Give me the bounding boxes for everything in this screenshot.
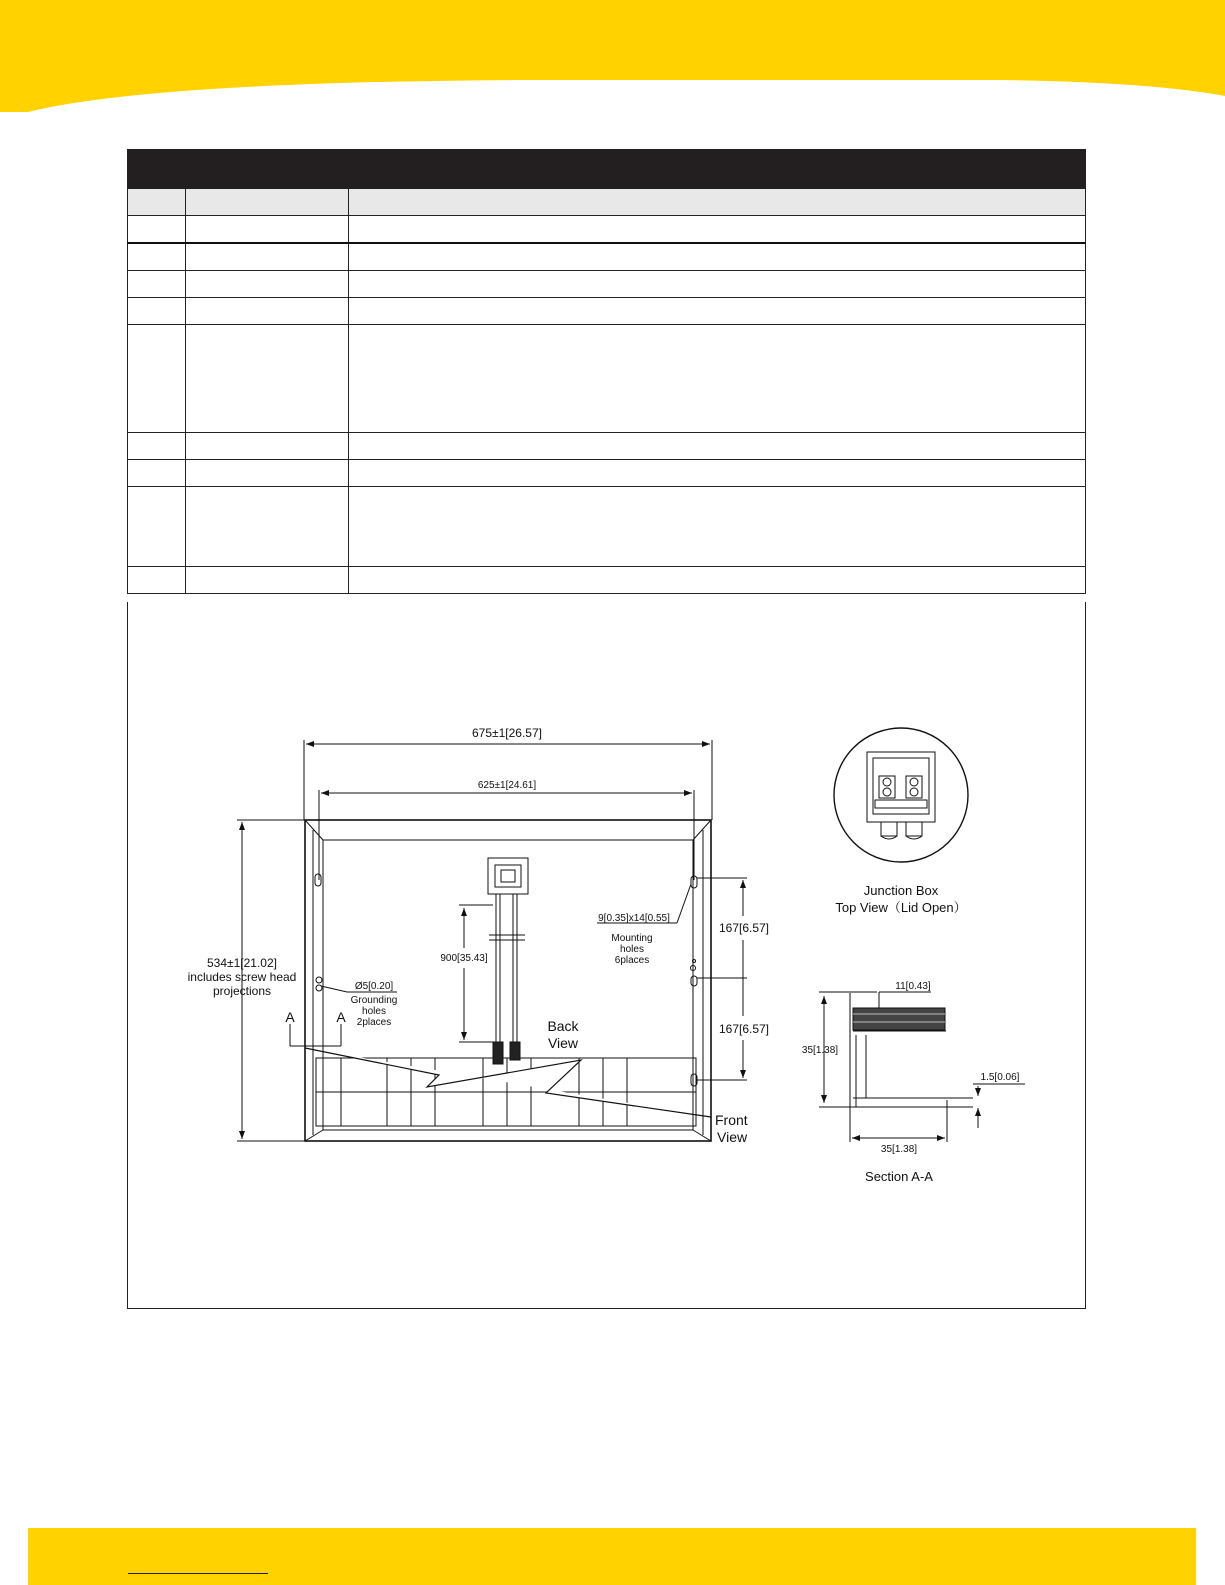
dim-height-note-2: projections — [212, 984, 272, 998]
section-title: Section A-A — [865, 1169, 933, 1184]
table-row — [128, 325, 1086, 433]
header-banner — [0, 0, 1225, 120]
footer-banner — [28, 1528, 1196, 1585]
junction-box-title-1: Junction Box — [863, 883, 939, 898]
spec-table-header-row — [128, 189, 1086, 216]
grounding-size: Ø5[0.20] — [354, 981, 394, 992]
mounting-label-1: Mounting — [611, 933, 653, 944]
table-row — [128, 298, 1086, 325]
mechanical-drawing — [128, 602, 1085, 1308]
dim-width-outer: 675±1[26.57] — [472, 726, 542, 740]
mounting-size: 9[0.35]x14[0.55] — [598, 913, 670, 924]
back-view-label-1: Back — [547, 1018, 579, 1034]
front-view-label-1: Front — [715, 1112, 748, 1128]
hole-spacing-bottom: 167[6.57] — [718, 1022, 770, 1036]
hole-spacing-top: 167[6.57] — [718, 921, 770, 935]
mounting-label-3: 6places — [614, 955, 650, 966]
footer-rule — [128, 1573, 268, 1574]
section-marker-left: A — [285, 1009, 295, 1025]
table-row — [128, 460, 1086, 487]
section-height-dim: 35[1.38] — [801, 1045, 839, 1056]
dim-width-inner: 625±1[24.61] — [477, 780, 537, 791]
table-row — [128, 433, 1086, 460]
section-top-dim: 11[0.43] — [895, 981, 931, 992]
section-thickness-dim: 1.5[0.06] — [980, 1072, 1020, 1083]
junction-box-title-2: Top View（Lid Open） — [835, 900, 967, 915]
mechanical-drawing-box — [127, 602, 1086, 1309]
section-width-dim: 35[1.38] — [880, 1144, 918, 1155]
dim-height-value: 534±1[21.02] — [207, 956, 277, 970]
dim-height-note-1: includes screw head — [187, 970, 297, 984]
spec-table-title-bar — [128, 150, 1086, 189]
table-row — [128, 567, 1086, 594]
table-row — [128, 487, 1086, 567]
table-row — [128, 216, 1086, 244]
grounding-label-3: 2places — [356, 1017, 392, 1028]
back-view-label-2: View — [547, 1035, 579, 1051]
cable-length: 900[35.43] — [440, 953, 488, 964]
table-row — [128, 271, 1086, 298]
mounting-label-2: holes — [620, 944, 644, 955]
grounding-label-1: Grounding — [350, 995, 398, 1006]
grounding-label-2: holes — [362, 1006, 386, 1017]
spec-table — [127, 149, 1086, 594]
front-view-label-2: View — [717, 1129, 748, 1145]
section-marker-right: A — [336, 1009, 346, 1025]
table-row — [128, 243, 1086, 271]
